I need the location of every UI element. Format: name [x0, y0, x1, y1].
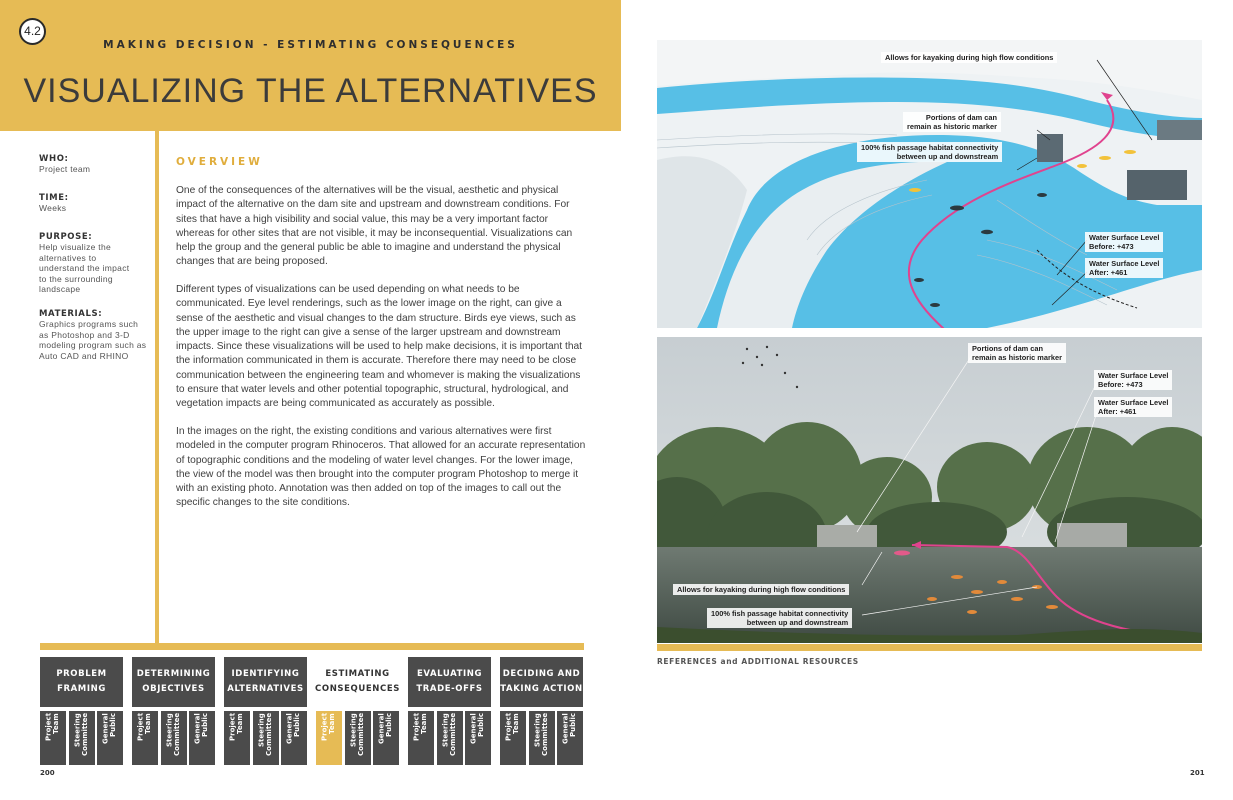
role-label: Project Team — [320, 713, 336, 742]
step-line-1: ESTIMATING — [325, 669, 390, 679]
eye-level-render-image — [657, 337, 1202, 643]
purpose-value: Help visualize the alternatives to understand the impact to the surrounding landscape — [39, 242, 130, 294]
who-value: Project team — [39, 164, 91, 174]
vertical-divider — [155, 131, 159, 644]
role-label: General Public — [469, 713, 485, 744]
horizontal-divider-right — [657, 644, 1202, 651]
role-general-public — [281, 711, 307, 765]
role-steering-committee — [253, 711, 279, 765]
role-project-team — [500, 711, 526, 765]
callout-fish-passage: 100% fish passage habitat connectivity between up and downstream — [857, 142, 1002, 162]
role-steering-committee — [437, 711, 463, 765]
callout-level-before: Water Surface Level Before: +473 — [1085, 232, 1163, 252]
step-deciding-taking-action — [500, 657, 583, 707]
step-line-2: TRADE-OFFS — [416, 684, 483, 694]
section-number-badge: 4.2 — [19, 18, 46, 45]
callout-level-before: Water Surface Level Before: +473 — [1094, 370, 1172, 390]
overview-paragraph-3: In the images on the right, the existing conditions and various alternatives were first modeled in the computer program Rhinoceros. That allowed for an accurate representation of topographic conditions and the modeling of water level changes. For the lower image, the view of the model was then brought into the computer program Photoshop to merge it with an existing photo. Annotation was then added on top of the images to call out the specific changes to the site conditions. — [176, 426, 586, 509]
role-label: Project Team — [136, 713, 152, 742]
role-label: General Public — [101, 713, 117, 744]
role-project-team — [40, 711, 66, 765]
purpose-label: PURPOSE: — [39, 232, 93, 242]
role-label: Steering Committee — [257, 713, 273, 757]
role-label: Steering Committee — [73, 713, 89, 757]
callout-kayaking: Allows for kayaking during high flow conditions — [881, 52, 1057, 63]
time-value: Weeks — [39, 203, 67, 213]
role-steering-committee — [161, 711, 187, 765]
overview-paragraph-1: One of the consequences of the alternatives will be the visual, aesthetic and physical impact of the alternative on the dam site and upstream and downstream conditions. For sites that have a high visibility and social value, this may be a very important factor whereas for other sites that are not visible, it may be inconsequential. Visualizations can help the group and the general public be able to imagine and understand the physical changes that are being proposed. — [176, 185, 573, 268]
role-project-team — [316, 711, 342, 765]
callout-level-after: Water Surface Level After: +461 — [1085, 258, 1163, 278]
role-project-team — [408, 711, 434, 765]
step-determining-objectives — [132, 657, 215, 707]
overview-heading: OVERVIEW — [176, 156, 263, 168]
page-title: VISUALIZING THE ALTERNATIVES — [23, 72, 598, 110]
step-evaluating-trade-offs — [408, 657, 491, 707]
step-estimating-consequences — [316, 657, 399, 707]
header-band — [0, 0, 621, 131]
page-number-right: 201 — [1190, 769, 1205, 777]
materials-label: MATERIALS: — [39, 309, 103, 319]
role-general-public — [97, 711, 123, 765]
overview-paragraph-2: Different types of visualizations can be used depending on what needs to be communicated. Eye level renderings, such as the lower image on the right, can give a sense of the aesthetic and visual changes to the dam structure. Birds eye views, such as the upper image to the right can give a sense of the larger upstream and downstream impacts. Since these visualizations will be used to help make decisions, it is important that the information communicated in them is accurate. Therefore there may need to be close communication between the engineering team and whomever is making the visualizations to ensure that water levels and other potential topographic, structural, hydrological, and vegetation impacts are being communicated as accurately as possible. — [176, 284, 582, 410]
role-steering-committee — [69, 711, 95, 765]
role-label: General Public — [285, 713, 301, 744]
role-label: General Public — [561, 713, 577, 744]
step-problem-framing — [40, 657, 123, 707]
step-line-2: FRAMING — [57, 684, 106, 694]
callout-dam-marker: Portions of dam can remain as historic marker — [968, 343, 1066, 363]
role-general-public — [373, 711, 399, 765]
step-line-1: IDENTIFYING — [231, 669, 300, 679]
references-heading: REFERENCES and ADDITIONAL RESOURCES — [657, 657, 859, 666]
role-general-public — [189, 711, 215, 765]
horizontal-divider-left — [40, 643, 584, 650]
role-steering-committee — [345, 711, 371, 765]
role-label: General Public — [377, 713, 393, 744]
role-label: General Public — [193, 713, 209, 744]
role-label: Steering Committee — [165, 713, 181, 757]
role-project-team — [132, 711, 158, 765]
role-label: Project Team — [412, 713, 428, 742]
role-label: Steering Committee — [441, 713, 457, 757]
section-kicker: MAKING DECISION - ESTIMATING CONSEQUENCES — [103, 39, 518, 51]
materials-value: Graphics programs such as Photoshop and 3-D modeling program such as Auto CAD and RHINO — [39, 319, 147, 361]
step-line-2: TAKING ACTION — [500, 684, 583, 694]
step-line-1: DECIDING AND — [502, 669, 581, 679]
step-line-2: CONSEQUENCES — [315, 684, 400, 694]
role-label: Project Team — [504, 713, 520, 742]
role-label: Steering Committee — [349, 713, 365, 757]
step-line-2: ALTERNATIVES — [227, 684, 304, 694]
page-number-left: 200 — [40, 769, 55, 777]
callout-kayaking: Allows for kayaking during high flow conditions — [673, 584, 849, 595]
role-general-public — [465, 711, 491, 765]
role-label: Steering Committee — [533, 713, 549, 757]
time-label: TIME: — [39, 193, 69, 203]
aerial-render-image — [657, 40, 1202, 328]
role-label: Project Team — [228, 713, 244, 742]
step-line-1: EVALUATING — [416, 669, 483, 679]
role-label: Project Team — [44, 713, 60, 742]
role-project-team — [224, 711, 250, 765]
step-line-2: OBJECTIVES — [142, 684, 205, 694]
callout-dam-marker: Portions of dam can remain as historic marker — [903, 112, 1001, 132]
role-general-public — [557, 711, 583, 765]
step-identifying-alternatives — [224, 657, 307, 707]
step-line-1: DETERMINING — [136, 669, 211, 679]
role-steering-committee — [529, 711, 555, 765]
callout-level-after: Water Surface Level After: +461 — [1094, 397, 1172, 417]
step-line-1: PROBLEM — [56, 669, 107, 679]
aerial-render-graphic — [657, 40, 1202, 328]
who-label: WHO: — [39, 154, 69, 164]
callout-fish-passage: 100% fish passage habitat connectivity between up and downstream — [707, 608, 852, 628]
